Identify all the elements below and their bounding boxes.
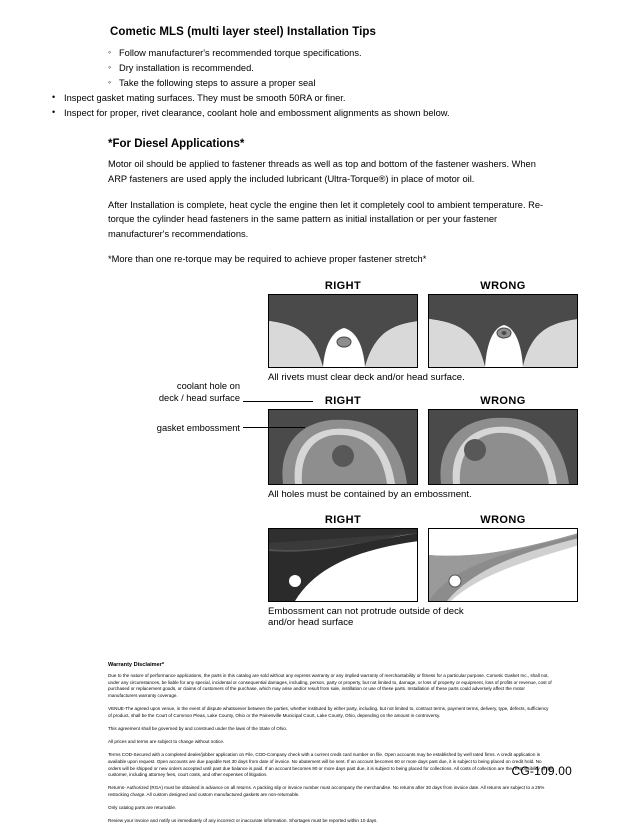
- figures: [108, 280, 578, 628]
- warranty-heading: Warranty Disclaimer*: [108, 661, 165, 668]
- figure-row-2-labels: [268, 395, 578, 409]
- diesel-paragraph-1: Motor oil should be applied to fastener threads as well as top and bottom of the fastener washers. When ARP fasteners are used apply the included lubricant (Ultra-Torque®) in place of motor oil.: [108, 159, 536, 184]
- warranty-section: [108, 662, 553, 825]
- warranty-paragraph: Due to the nature of performance applications, the parts in this catalog are sold without any express warranty or any implied warranty of merchantability or fitness for a particular purpose. Cometic Gasket Inc., shall not, under any circumstances, be liable for any special, incidental or consequential damages, including, person, party or property, but not limited to, damage, or loss of property or equipment, loss of profits or revenue, cost of purchased or replacement goods, or claims of customers of the purchase, which may arise and/or result from sale, instillation or use of these parts. Installation of these parts could adversely affect the motor manufacturers warranty coverage.: [108, 672, 552, 699]
- figure-caption-2: All holes must be contained by an embossment.: [268, 488, 472, 500]
- list-item: ◦ Follow manufacturer's recommended torque specifications.: [108, 46, 578, 61]
- wrong-label: WRONG: [480, 513, 526, 526]
- rivet-right-diagram: [269, 295, 418, 367]
- warranty-paragraph: All prices and terms are subject to change without notice.: [108, 738, 225, 744]
- annotation-gasket-embossment: gasket embossment: [156, 422, 240, 433]
- diesel-heading: *For Diesel Applications*: [108, 138, 245, 151]
- right-label: RIGHT: [324, 279, 362, 292]
- protrude-wrong-diagram: [429, 529, 578, 601]
- list-item: ◦ Dry installation is recommended.: [108, 61, 578, 76]
- figure-emboss-wrong: [428, 409, 578, 485]
- emboss-wrong-diagram: [429, 410, 578, 484]
- figure-row-3-labels: [268, 514, 578, 528]
- figure-row-3: [268, 528, 578, 602]
- page-title: Cometic MLS (multi layer steel) Installation Tips: [110, 26, 377, 38]
- warranty-paragraph: VENUE-The agreed upon venue, in the event of dispute whatsoever between the parties, whether instituted by either party, including, but not limited to, contract terms, payment terms, delivery, type, defects, sufficiency of product, shall be the Court of Common Pleas, Lake County, Ohio or the Painesville Municipal Court, Lake County, Ohio, depending on the amount in controversy.: [108, 706, 549, 719]
- tips-list: [108, 46, 578, 91]
- figure-rivet-wrong: [428, 294, 578, 368]
- retorque-note: *More than one re-torque may be required to achieve proper fastener stretch*: [108, 253, 427, 264]
- leader-line-1: [243, 401, 313, 402]
- wrong-label: WRONG: [480, 279, 526, 292]
- right-label: RIGHT: [324, 513, 362, 526]
- figure-protrude-wrong: [428, 528, 578, 602]
- document-number: CG-109.00: [511, 764, 572, 778]
- warranty-paragraph: Returns- Authorized (RGA) must be obtained in advance on all returns. A packing slip or invoice number must accompany the merchandise. No returns after 30 days from invoice date. All returns are subject to a 25% restocking charge. All custom designed and custom manufactured gaskets are non-returnable.: [108, 785, 545, 798]
- list-item: • Inspect gasket mating surfaces. They must be smooth 50RA or finer.: [52, 91, 578, 106]
- figure-row-1: [268, 294, 578, 368]
- figure-row-1-labels: [268, 280, 578, 294]
- list-item: ◦ Take the following steps to assure a proper seal: [108, 76, 578, 91]
- warranty-paragraph: Terms COD-Secured with a completed dealer/jobber application on File, COD-Company check with a current credit card number on file. Open accounts may be established by well rated firms. A credit application is available upon request. Open accounts are due payable Net 30 days from date of invoice. No abatement will be sent. If an account becomes 60 or more days past due, it is subject to being placed on credit hold. No orders will be shipped or new orders accepted until past due balance is paid. If an account becomes 90 or more days past due, it is subject to being placed for collections. All costs of collection are the responsibility of the customer, including attorney fees, court costs, and other expenses of litigation.: [108, 751, 553, 778]
- figure-caption-3: Embossment can not protrude outside of deck and/or head surface: [268, 605, 464, 628]
- protrude-right-diagram: [269, 529, 418, 601]
- diesel-paragraph-2: After Installation is complete, heat cycle the engine then let it completely cool to ambient temperature. Re-torque the cylinder head fasteners in the same pattern as initial installation or per your fastener manufacturer's recommendations.: [108, 199, 544, 239]
- rivet-wrong-diagram: [429, 295, 578, 367]
- warranty-paragraph: Only catalog parts are returnable.: [108, 805, 177, 811]
- annotation-coolant-hole: coolant hole on deck / head surface: [158, 380, 240, 404]
- right-label: RIGHT: [324, 394, 362, 407]
- emboss-right-diagram: [269, 410, 418, 484]
- figure-row-2: [268, 409, 578, 485]
- figure-caption-1: All rivets must clear deck and/or head surface.: [268, 371, 465, 383]
- figure-rivet-right: [268, 294, 418, 368]
- wrong-label: WRONG: [480, 394, 526, 407]
- list-item: • Inspect for proper, rivet clearance, coolant hole and embossment alignments as shown below.: [52, 106, 578, 121]
- figure-protrude-right: [268, 528, 418, 602]
- figure-emboss-right: [268, 409, 418, 485]
- tips-sublist: [40, 91, 578, 121]
- warranty-paragraph: Review your invoice and notify us immediately of any incorrect or inaccurate information. Shortages must be reported within 10 days.: [108, 818, 378, 824]
- warranty-paragraph: This agreement shall be governed by and construed under the laws of the State of Ohio.: [108, 726, 288, 732]
- leader-line-2: [243, 427, 305, 428]
